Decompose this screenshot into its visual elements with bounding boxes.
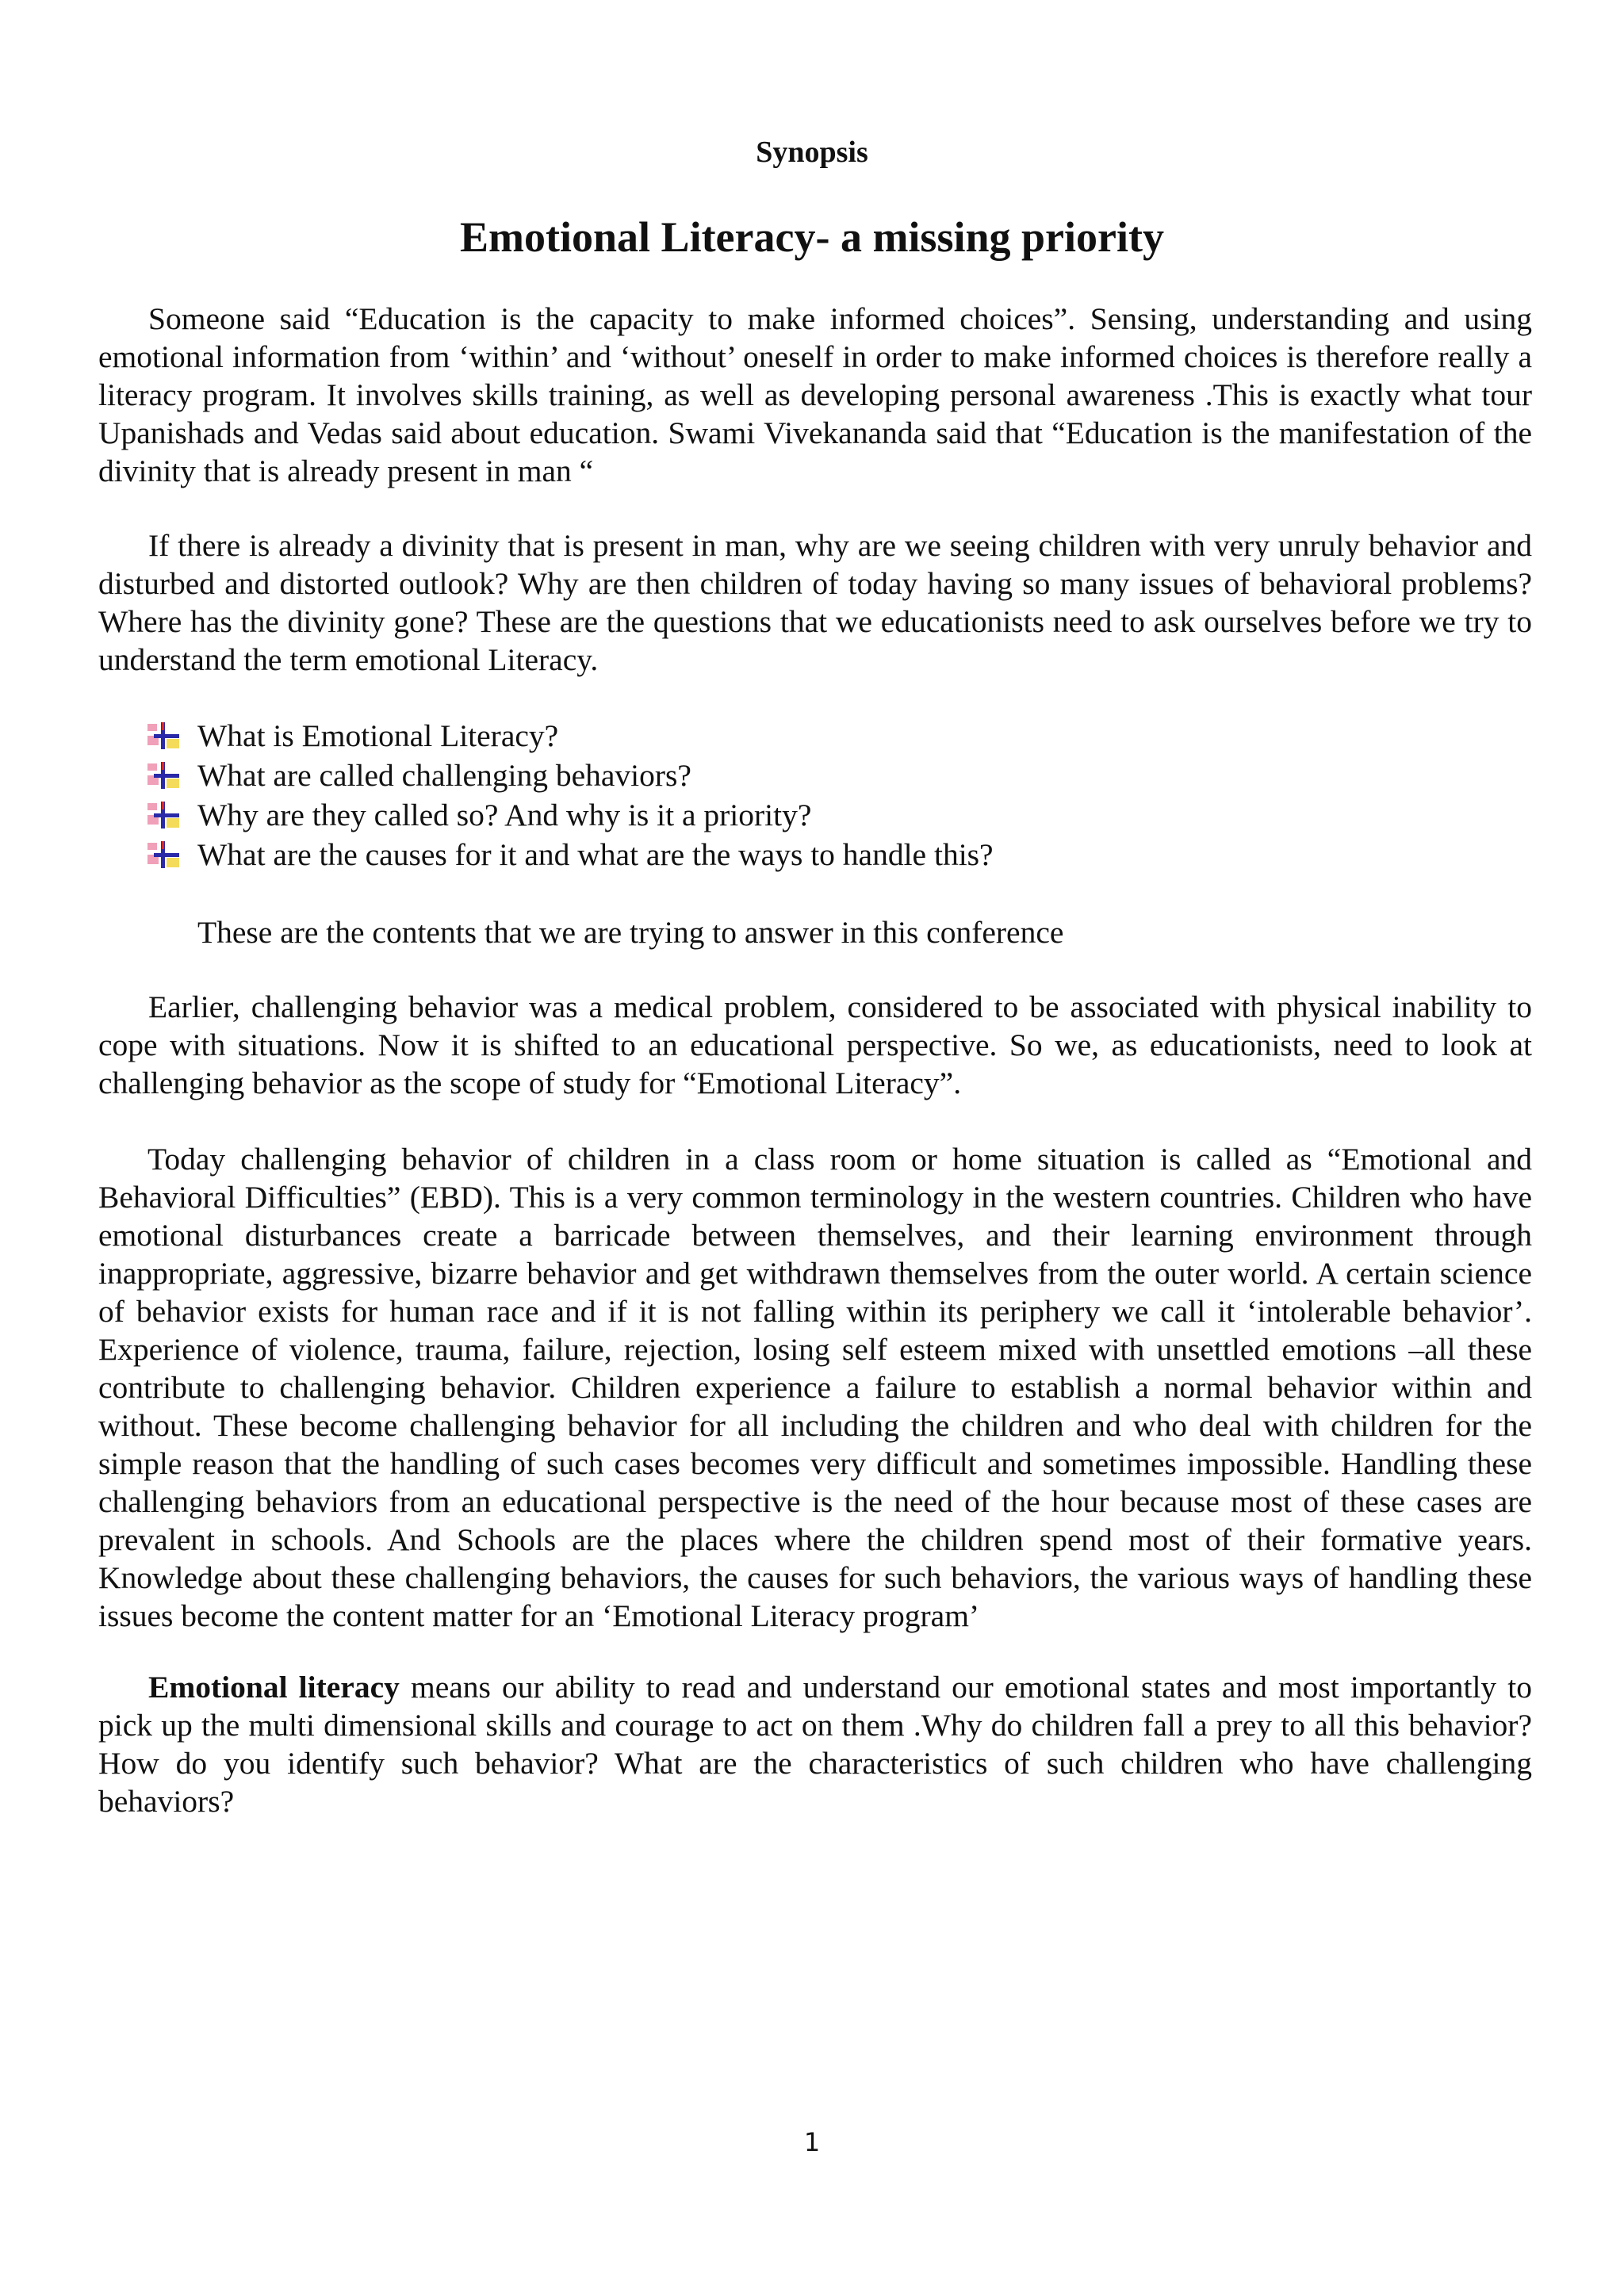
page-number: 1 xyxy=(803,2127,821,2157)
bold-term: Emotional literacy xyxy=(148,1670,400,1705)
question-text: What are the causes for it and what are the ways to handle this? xyxy=(197,837,994,872)
paragraph-ebd: Today challenging behavior of children in a class room or home situation is called as “Emotional and Behavioral Difficulties” (EBD). This is a very common terminology in the western countries. Children who have emotional disturbances create a barricade between themselves, and their learning environment through inappropriate, aggressive, bizarre behavior and get withdrawn themselves from the outer world. A certain science of behavior exists for human race and if it is not falling within its periphery we call it ‘intolerable behavior’. Experience of violence, trauma, failure, rejection, losing self esteem mixed with unsettled emotions –all these contribute to challenging behavior. Children experience a failure to establish a normal behavior within and without. These become challenging behavior for all including the children and who deal with children for the simple reason that the handling of such cases becomes very difficult and sometimes impossible. Handling these challenging behaviors from an educational perspective is the need of the hour because most of these cases are prevalent in schools. And Schools are the places where the children spend most of their formative years. Knowledge about these challenging behaviors, the causes for such behaviors, the various ways of handling these issues become the content matter for an ‘Emotional Literacy program’ xyxy=(98,1142,1532,1633)
paragraph-intro: Someone said “Education is the capacity to make informed choices”. Sensing, understanding and using emotional information from ‘within’ and ‘without’ oneself in order to make informed choices is therefore really a literacy program. It involves skills training, as well as developing personal awareness .This is exactly what tour Upanishads and Vedas said about education. Swami Vivekananda said that “Education is the manifestation of the divinity that is already present in man “ xyxy=(98,301,1532,488)
list-item xyxy=(146,836,994,875)
question-text: What is Emotional Literacy? xyxy=(197,718,559,753)
page-title: Emotional Literacy- a missing priority xyxy=(460,213,1164,261)
question-list xyxy=(146,717,994,875)
paragraph-divinity: If there is already a divinity that is present in man, why are we seeing children with very unruly behavior and disturbed and distorted outlook? Why are then children of today having so many issues of behavioral problems? Where has the divinity gone? These are the questions that we educationists need to ask ourselves before we try to understand the term emotional Literacy. xyxy=(98,528,1532,677)
list-item xyxy=(146,756,994,796)
definition-text: means our ability to read and understand our emotional states and most importantly to pick up the multi dimensional skills and courage to act on them .Why do children fall a prey to all this behavior? How do you identify such behavior? What are the characteristics of such children who have challenging behaviors? xyxy=(98,1670,1532,1819)
paragraph-conference-note: These are the contents that we are trying to answer in this conference xyxy=(197,915,1064,950)
question-text: What are called challenging behaviors? xyxy=(197,758,691,793)
paragraph-definition xyxy=(98,1668,1532,1820)
colored-cross-bullet-icon xyxy=(146,840,181,871)
list-item xyxy=(146,796,994,836)
question-text: Why are they called so? And why is it a priority? xyxy=(197,798,812,832)
colored-cross-bullet-icon xyxy=(146,761,181,791)
colored-cross-bullet-icon xyxy=(146,721,181,752)
colored-cross-bullet-icon xyxy=(146,801,181,831)
list-item xyxy=(146,717,994,756)
paragraph-earlier: Earlier, challenging behavior was a medical problem, considered to be associated with physical inability to cope with situations. Now it is shifted to an educational perspective. So we, as educationists, need to look at challenging behavior as the scope of study for “Emotional Literacy”. xyxy=(98,989,1532,1100)
section-label: Synopsis xyxy=(756,136,868,169)
